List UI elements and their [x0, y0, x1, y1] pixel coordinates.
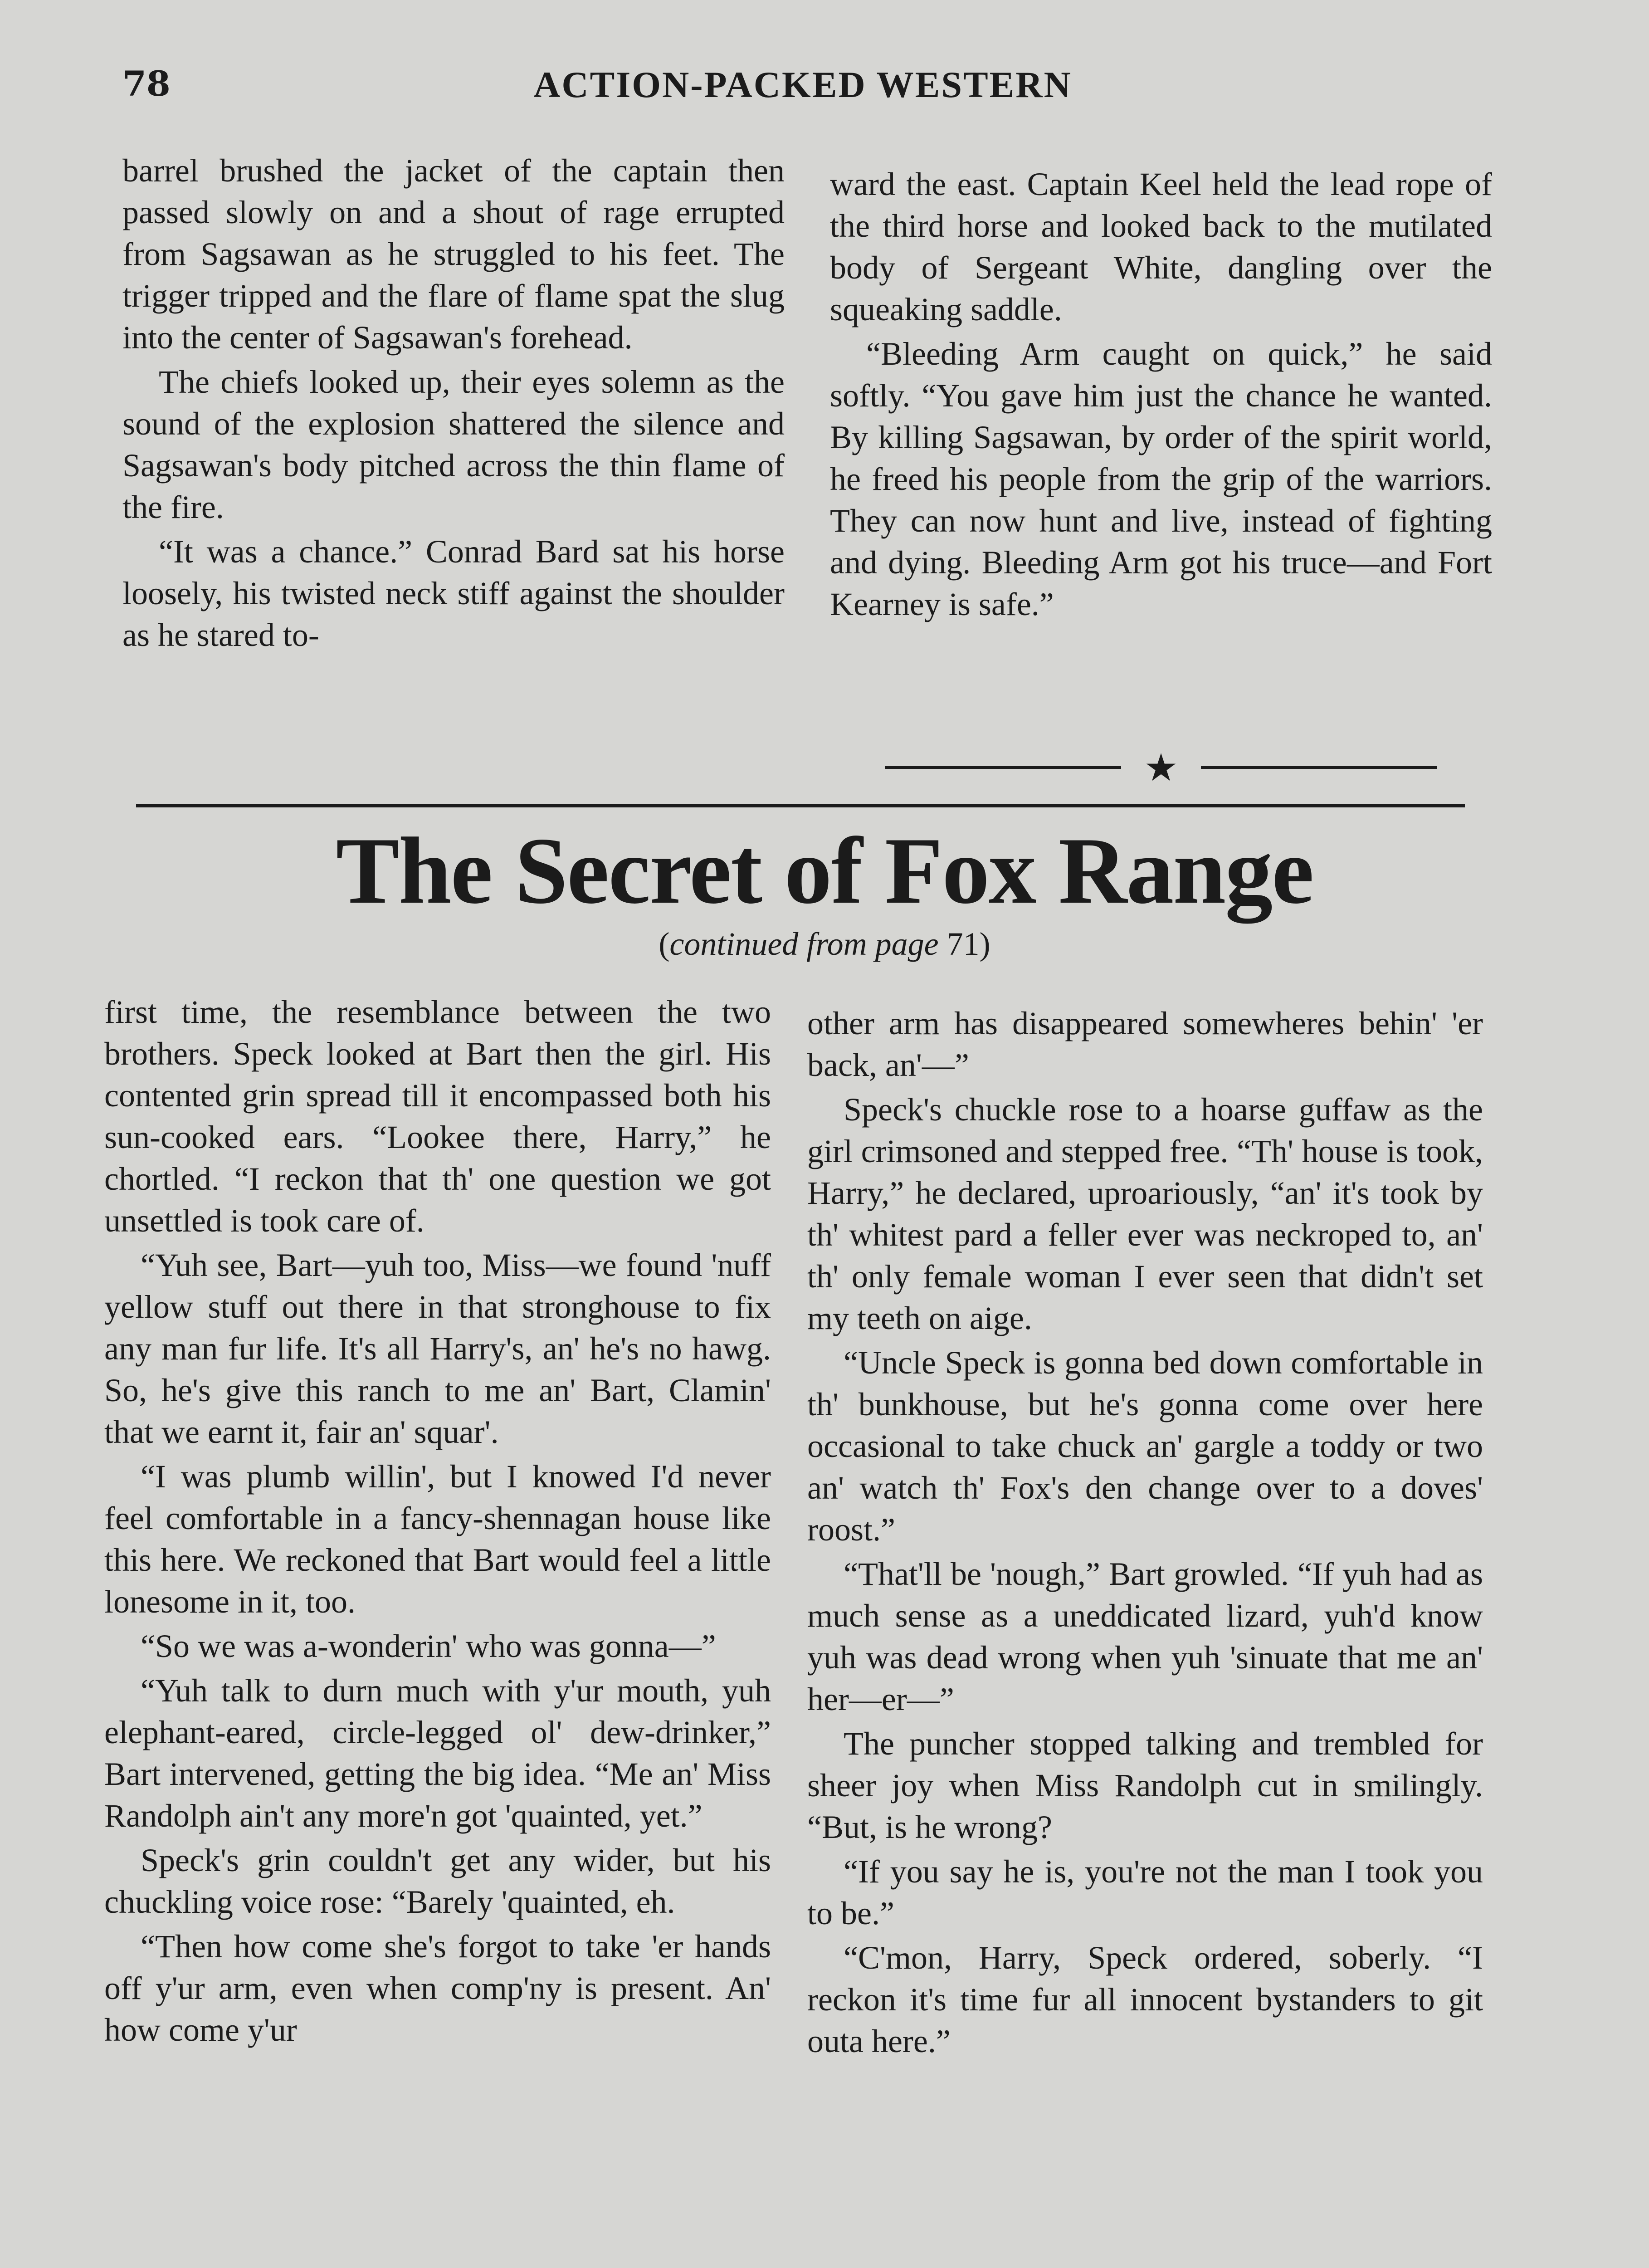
paragraph: “If you say he is, you're not the man I took you to be.” — [807, 1853, 1483, 1931]
paragraph: ward the east. Captain Keel held the lead rope of the third horse and looked back to the mutilated body of Sergeant White, dangling over the squeaking saddle. — [830, 166, 1492, 327]
page-header — [122, 64, 1483, 118]
divider-line — [885, 766, 1121, 769]
story-end-divider — [844, 745, 1478, 790]
story-left-column — [104, 991, 771, 2053]
magazine-title: ACTION-PACKED WESTERN — [533, 64, 1072, 105]
paragraph: “I was plumb willin', but I knowed I'd never feel comfortable in a fancy-shennagan house like this here. We reckoned that Bart would feel a little lonesome in it, too. — [104, 1458, 771, 1620]
paragraph: other arm has disappeared somewheres behin' 'er back, an'—” — [807, 1005, 1483, 1083]
paragraph: “Then how come she's forgot to take 'er hands off y'ur arm, even when comp'ny is present. An' how come y'ur — [104, 1928, 771, 2048]
paragraph: The puncher stopped talking and trembled for sheer joy when Miss Randolph cut in smilingly. “But, is he wrong? — [807, 1725, 1483, 1845]
paragraph: barrel brushed the jacket of the captain then passed slowly on and a shout of rage errupted from Sagsawan as he struggled to his feet. The trigger tripped and the flare of flame spat the slug into the center of Sagsawan's forehead. — [122, 152, 785, 356]
story-title: The Secret of Fox Range — [336, 818, 1313, 924]
paragraph: “So we was a-wonderin' who was gonna—” — [141, 1628, 716, 1664]
paragraph: “C'mon, Harry, Speck ordered, soberly. “I reckon it's time fur all innocent bystanders to git outa here.” — [807, 1940, 1483, 2059]
paragraph: “Uncle Speck is gonna bed down comfortable in th' bunkhouse, but he's gonna come over here occasional to take chuck an' gargle a toddy or two an' watch th' Fox's den change over to a doves' roost.” — [807, 1344, 1483, 1548]
paragraph: Speck's grin couldn't get any wider, but his chuckling voice rose: “Barely 'quainted, eh. — [104, 1842, 771, 1920]
paragraph: “Bleeding Arm caught on quick,” he said softly. “You gave him just the chance he wanted. By killing Sagsawan, by order of the spirit world, he freed his people from the grip of the warriors. They can now hunt and live, instead of fighting and dying. Bleeding Arm got his truce—and Fort Kearney is safe.” — [830, 336, 1492, 622]
top-story-left-column — [122, 150, 785, 659]
story-right-column — [807, 1002, 1483, 2065]
paragraph: “It was a chance.” Conrad Bard sat his horse loosely, his twisted neck stiff against the shoulder as he stared to- — [122, 533, 785, 653]
paragraph: Speck's chuckle rose to a hoarse guffaw as the girl crimsoned and stepped free. “Th' house is took, Harry,” he declared, uproariously, “an' it's took by th' whitest pard a feller ever was neckroped to, an' th' only female woman I ever seen that didn't set my teeth on aige. — [807, 1091, 1483, 1336]
paragraph: first time, the resemblance between the two brothers. Speck looked at Bart then the girl. His contented grin spread till it encompassed both his sun-cooked ears. “Lookee there, Harry,” he chortled. “I reckon that th' one question we got unsettled is took care of. — [104, 994, 771, 1239]
paragraph: “Yuh see, Bart—yuh too, Miss—we found 'nuff yellow stuff out there in that stronghouse to fix any man fur life. It's all Harry's, an' he's no hawg. So, he's give this ranch to me an' Bart, Clamin' that we earnt it, fair an' squar'. — [104, 1247, 771, 1450]
top-story-right-column — [830, 163, 1492, 628]
paragraph: The chiefs looked up, their eyes solemn as the sound of the explosion shattered the silence and Sagsawan's body pitched across the thin flame of the fire. — [122, 364, 785, 525]
page-number: 78 — [122, 64, 171, 104]
continued-note: (continued from page 71) — [659, 926, 990, 962]
paragraph: “That'll be 'nough,” Bart growled. “If yuh had as much sense as a uneddicated lizard, yuh'd know yuh was dead wrong when yuh 'sinuate that me an' her—er—” — [807, 1556, 1483, 1717]
star-icon: ★ — [1144, 745, 1178, 790]
continued-label: continued from page — [669, 926, 939, 962]
continued-page: 71 — [946, 926, 980, 962]
divider-line — [1201, 766, 1437, 769]
section-rule — [136, 804, 1465, 807]
paragraph: “Yuh talk to durn much with y'ur mouth, yuh elephant-eared, circle-legged ol' dew-drinker,” Bart intervened, getting the big idea. “Me an' Miss Randolph ain't any more'n got 'quainted, yet.” — [104, 1672, 771, 1834]
